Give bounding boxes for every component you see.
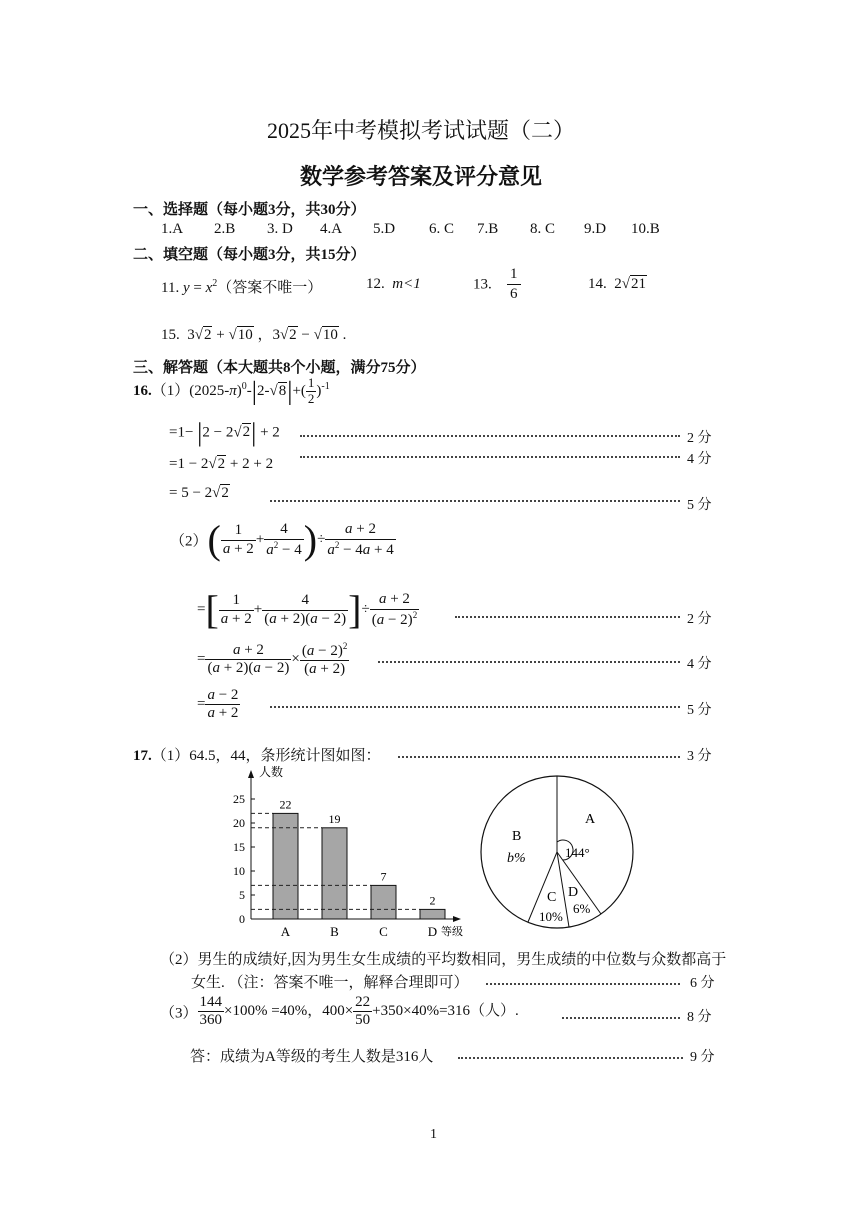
bar-A [273, 813, 298, 919]
pie-label-c: C [547, 890, 557, 905]
bar-value-label: 2 [429, 893, 436, 908]
answer-5: 5.D [373, 221, 396, 237]
q17-part1-text: （1）64.5，44，条形统计图如图： [151, 748, 381, 764]
y-tick-label: 15 [233, 840, 245, 854]
answer-1: 1.A [161, 221, 184, 237]
dots-line [398, 756, 680, 758]
dots-line [455, 616, 680, 618]
bar-chart [225, 764, 475, 944]
q16-step3: = 5 − 2√2 [169, 485, 229, 501]
y-axis-arrow [248, 770, 254, 778]
dots-line [300, 435, 680, 437]
pie-label-b: B [512, 829, 522, 844]
y-tick-label: 25 [233, 792, 245, 806]
q16-part2-step3: = $\frac{a - 2}{a + 2}$ [197, 687, 239, 722]
y-tick-label: 5 [239, 888, 245, 902]
answer-10: 10.B [631, 221, 660, 237]
dots-line [458, 1057, 683, 1059]
bar-C [371, 885, 396, 919]
answer-8: 8. C [530, 221, 556, 237]
q17-part1 [133, 744, 381, 765]
q11-note: （答案不唯一） [217, 280, 323, 296]
q13 [473, 266, 521, 304]
dots-line [562, 1017, 680, 1019]
pie-value-d: 6% [573, 901, 591, 916]
q12-answer: m<1 [392, 276, 421, 292]
q16-part2-label: （2） [170, 533, 208, 550]
q16-part2-expression: （2）( $\frac{1}{a + 2}$ + $\frac{4}{a^2 - 4}$ )÷ $\frac{a + 2}{a^2 - 4a + 4}$ [170, 517, 394, 562]
q16-part2-step2: = $\frac{a + 2}{(a + 2)(a - 2)}$ × $\frac{(a - 2)^2}{(a + 2)}$ [197, 641, 348, 678]
pie-label-a: A [585, 812, 596, 827]
q16-step2: =1 − 2√2 + 2 + 2 [169, 456, 274, 472]
q15: 15. 3√2 + √10 ，3√2 − √10 . [161, 327, 347, 343]
score-9: 9 分 [690, 1050, 715, 1065]
dots-line [270, 706, 680, 708]
answer-4: 4.A [320, 221, 343, 237]
category-label: C [379, 924, 388, 939]
bar-value-label: 22 [279, 797, 292, 812]
q13-fraction: $\frac{1}{6}$ [507, 266, 521, 304]
y-tick-label: 10 [233, 864, 245, 878]
q16-part2-step1: =[ $\frac{1}{a + 2}$ + $\frac{4}{(a + 2)(a - 2)}$ ]÷ $\frac{a + 2}{(a - 2)^2}$ [197, 587, 418, 632]
answer-9: 9.D [584, 221, 607, 237]
category-label: D [427, 924, 438, 939]
section-1-heading: 一、选择题（每小题3分，共30分） [133, 202, 366, 218]
pie-value-c: 10% [539, 909, 563, 924]
answer-6: 6. C [429, 221, 455, 237]
page-title: 2025年中考模拟考试试题（二） [267, 118, 576, 143]
bar-value-label: 7 [380, 869, 387, 884]
answer-7: 7.B [477, 221, 499, 237]
q16-step1: =1− |2 − 2√2| + 2 [169, 418, 280, 447]
page-number: 1 [430, 1127, 437, 1142]
x-axis-label: 等级 [441, 926, 463, 938]
q17-part3-text2: +350×40%=316（人）. [372, 1003, 519, 1020]
bar-value-label: 19 [328, 811, 341, 826]
q15-label: 15. [161, 327, 180, 343]
answer-2: 2.B [214, 221, 236, 237]
dots-line [300, 456, 680, 458]
q17-part3-text: =40%，400× [271, 1003, 354, 1020]
score-4: 4 分 [687, 452, 712, 467]
q11-label: 11. [161, 280, 180, 296]
q17-part3-label: （3） [160, 1005, 198, 1022]
dots-line [270, 500, 680, 502]
y-axis-label: 人数 [259, 765, 284, 779]
y-tick-label: 20 [233, 816, 245, 830]
q17-part3: （3） $\frac{144}{360}$ ×100% =40%，400× $\frac{22}{50}$ +350×40%=316（人）. [160, 994, 519, 1029]
q14: 14. 2√21 [588, 276, 646, 292]
q12 [366, 276, 421, 293]
pie-chart [479, 773, 639, 933]
score-6: 6 分 [690, 976, 715, 991]
category-label: B [330, 924, 339, 939]
q16-part1-label: （1） [151, 382, 190, 399]
score-2: 2 分 [687, 612, 712, 627]
pie-value-b: b% [507, 851, 526, 866]
score-8: 8 分 [687, 1010, 712, 1025]
pie-label-d: D [568, 885, 579, 900]
q11: 11. $y = x^2$（答案不唯一） [161, 278, 323, 296]
score-5: 5 分 [687, 498, 712, 513]
dots-line [486, 983, 680, 985]
score-2: 2 分 [687, 431, 712, 446]
section-2-heading: 二、填空题（每小题3分，共15分） [133, 247, 366, 263]
dots-line [378, 661, 680, 663]
q17-answer: 答：成绩为A等级的考生人数是316人 [190, 1049, 434, 1065]
score-3: 3 分 [687, 749, 712, 764]
q16-part1-expression: $16.(1)(2025-\pi)^0-|2-√8|+$( $\frac{1}{2}$ )$^{-1}$ [133, 375, 330, 406]
bar-D [420, 909, 445, 919]
q12-label: 12. [366, 276, 385, 292]
q14-label: 14. [588, 276, 607, 292]
x-axis-arrow [453, 916, 461, 922]
page-subtitle: 数学参考答案及评分意见 [300, 164, 543, 189]
y-tick-label: 0 [239, 912, 245, 926]
q16-label: 16. [133, 382, 152, 399]
category-label: A [280, 924, 291, 939]
section-3-heading: 三、解答题（本大题共8个小题，满分75分） [133, 360, 426, 376]
q17-label: 17. [133, 748, 152, 764]
score-5: 5 分 [687, 703, 712, 718]
bar-B [322, 828, 347, 919]
answer-3: 3. D [267, 221, 293, 237]
q13-label: 13. [473, 276, 492, 293]
q17-part2-line2: 女生. （注：答案不唯一，解释合理即可） [191, 975, 469, 991]
q17-part2-line1: （2）男生的成绩好,因为男生女生成绩的平均数相同，男生成绩的中位数与众数都高于 [160, 952, 727, 968]
score-4: 4 分 [687, 657, 712, 672]
pie-angle-a: 144° [565, 845, 590, 860]
